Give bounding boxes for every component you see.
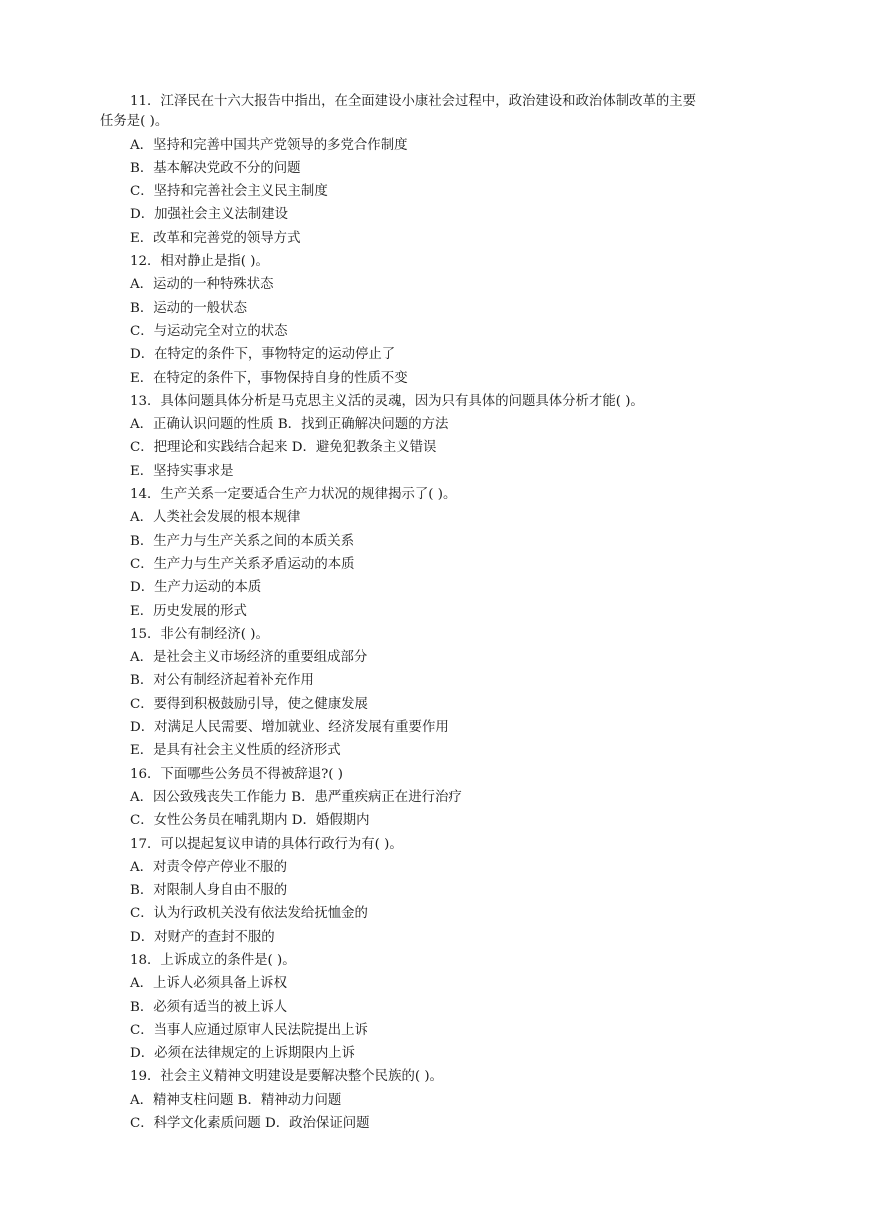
option-13-ab: A．正确认识问题的性质 B．找到正确解决问题的方法	[130, 417, 449, 433]
option-15-a: A．是社会主义市场经济的重要组成部分	[130, 650, 368, 666]
option-12-e: E．在特定的条件下，事物保持自身的性质不变	[130, 370, 408, 386]
option-15-c: C．要得到积极鼓励引导，使之健康发展	[130, 696, 368, 712]
option-17-c: C．认为行政机关没有依法发给抚恤金的	[130, 906, 368, 922]
option-18-c: C．当事人应通过原审人民法院提出上诉	[130, 1022, 368, 1038]
option-17-b: B．对限制人身自由不服的	[130, 883, 288, 899]
question-11-continuation: 任务是( )。	[100, 114, 169, 130]
option-16-cd: C．女性公务员在哺乳期内 D．婚假期内	[130, 813, 370, 829]
option-13-cd: C．把理论和实践结合起来 D．避免犯教条主义错误	[130, 440, 437, 456]
question-17: 17．可以提起复议申请的具体行政行为有( )。	[130, 836, 403, 852]
question-18: 18．上诉成立的条件是( )。	[130, 952, 296, 968]
option-15-b: B．对公有制经济起着补充作用	[130, 673, 314, 689]
question-13: 13．具体问题具体分析是马克思主义活的灵魂，因为只有具体的问题具体分析才能( )。	[130, 393, 644, 409]
option-11-d: D．加强社会主义法制建设	[130, 207, 289, 223]
option-18-d: D．必须在法律规定的上诉期限内上诉	[130, 1046, 355, 1062]
option-12-c: C．与运动完全对立的状态	[130, 323, 288, 339]
option-13-e: E．坚持实事求是	[130, 463, 234, 479]
option-11-a: A．坚持和完善中国共产党领导的多党合作制度	[130, 137, 408, 153]
question-19: 19．社会主义精神文明建设是要解决整个民族的( )。	[130, 1069, 443, 1085]
option-14-c: C．生产力与生产关系矛盾运动的本质	[130, 556, 355, 572]
option-14-d: D．生产力运动的本质	[130, 580, 262, 596]
option-11-b: B．基本解决党政不分的问题	[130, 160, 301, 176]
option-17-a: A．对责令停产停业不服的	[130, 859, 287, 875]
option-17-d: D．对财产的查封不服的	[130, 929, 275, 945]
option-12-b: B．运动的一般状态	[130, 300, 247, 316]
option-14-a: A．人类社会发展的根本规律	[130, 510, 301, 526]
question-11: 11．江泽民在十六大报告中指出，在全面建设小康社会过程中，政治建设和政治体制改革的主要	[130, 94, 697, 109]
option-12-d: D．在特定的条件下，事物特定的运动停止了	[130, 347, 396, 363]
option-14-b: B．生产力与生产关系之间的本质关系	[130, 533, 355, 549]
option-18-a: A．上诉人必须具备上诉权	[130, 976, 287, 992]
option-18-b: B．必须有适当的被上诉人	[130, 999, 288, 1015]
option-19-cd: C．科学文化素质问题 D．政治保证问题	[130, 1116, 370, 1132]
option-11-e: E．改革和完善党的领导方式	[130, 230, 301, 246]
question-12: 12．相对静止是指( )。	[130, 254, 269, 270]
question-15: 15．非公有制经济( )。	[130, 626, 269, 642]
question-14: 14．生产关系一定要适合生产力状况的规律揭示了( )。	[130, 487, 457, 503]
option-14-e: E．历史发展的形式	[130, 603, 247, 619]
option-15-d: D．对满足人民需要、增加就业、经济发展有重要作用	[130, 720, 449, 736]
option-16-ab: A．因公致残丧失工作能力 B．患严重疾病正在进行治疗	[130, 789, 462, 805]
question-list	[100, 90, 780, 1135]
option-15-e: E．是具有社会主义性质的经济形式	[130, 743, 341, 759]
question-16: 16．下面哪些公务员不得被辞退?( )	[130, 766, 344, 782]
option-11-c: C．坚持和完善社会主义民主制度	[130, 184, 328, 200]
option-19-ab: A．精神支柱问题 B．精神动力问题	[130, 1092, 342, 1108]
option-12-a: A．运动的一种特殊状态	[130, 277, 274, 293]
